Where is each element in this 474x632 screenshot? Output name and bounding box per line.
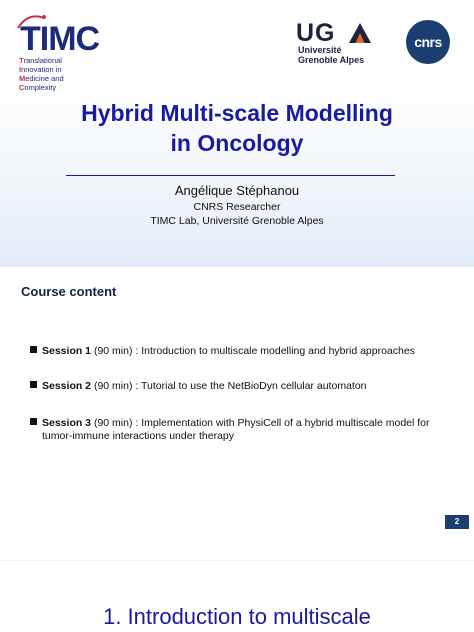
- course-content-slide: [0, 267, 474, 560]
- timc-logo-text: TIMC: [20, 20, 100, 58]
- bullet-square-icon: [30, 381, 37, 388]
- intro-slide: [0, 560, 474, 632]
- title-divider: [66, 175, 395, 176]
- course-content-heading: Course content: [21, 284, 117, 299]
- cnrs-logo: cnrs: [406, 20, 450, 64]
- bullet-square-icon: [30, 418, 37, 425]
- author-affiliation: TIMC Lab, Université Grenoble Alpes: [150, 215, 324, 227]
- author-name: Angélique Stéphanou: [174, 183, 300, 198]
- session-item: Session 1 (90 min) : Introduction to multiscale modelling and hybrid approaches: [30, 345, 450, 358]
- timc-logo: [14, 10, 124, 90]
- author-role: CNRS Researcher: [193, 201, 281, 213]
- uga-logo: [296, 20, 376, 68]
- bullet-square-icon: [30, 346, 37, 353]
- session-item: Session 3 (90 min) : Implementation with PhysiCell of a hybrid multiscale model for tumor-immune interactions under therapy: [30, 417, 450, 443]
- section-title: 1. Introduction to multiscale: [103, 604, 371, 629]
- page-number-badge: 2: [445, 515, 469, 529]
- title-slide: [0, 0, 474, 267]
- timc-tagline: Translational Innovation in Medicine and Complexity: [19, 56, 64, 92]
- presentation-title: Hybrid Multi-scale Modelling in Oncology: [81, 100, 393, 156]
- uga-logo-text: UG: [296, 19, 336, 47]
- uga-triangle-icon: [349, 23, 371, 43]
- uga-logo-subtitle: Université Grenoble Alpes: [298, 45, 365, 65]
- session-item: Session 2 (90 min) : Tutorial to use the NetBioDyn cellular automaton: [30, 380, 450, 393]
